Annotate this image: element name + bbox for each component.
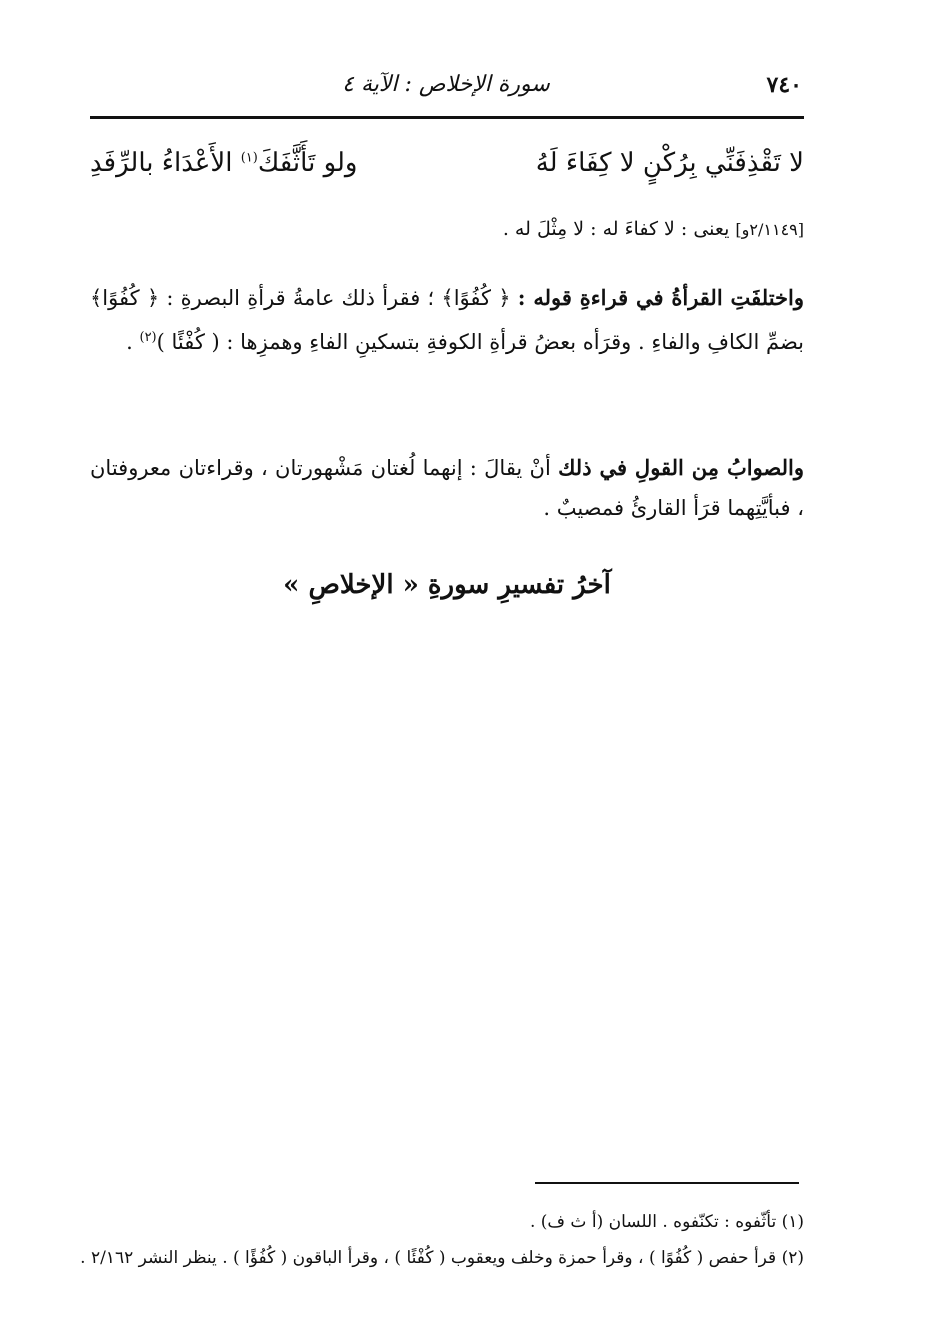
verse-second-hemistich-end: الأَعْدَاءُ بالرِّفَدِ bbox=[90, 148, 233, 178]
paragraph-readings bbox=[90, 278, 804, 362]
paragraph-conclusion bbox=[90, 448, 804, 528]
verse-second-hemistich-start: ولو تَأَثَّفَكَ bbox=[257, 148, 358, 178]
header-rule bbox=[90, 116, 804, 119]
page-number: ٧٤٠ bbox=[766, 72, 802, 98]
running-title: سورة الإخلاص : الآية ٤ bbox=[342, 72, 550, 97]
paragraph-lead: واختلفَتِ القرأةُ في قراءةِ قوله : bbox=[517, 285, 804, 310]
footnote-2: (٢) قرأ حفص ( كُفُوًا ) ، وقرأ حمزة وخلف ويعقوب ( كُفْئًا ) ، وقرأ الباقون ( كُفُؤًا ) . ينظر النشر ٢/١٦٢ . bbox=[80, 1248, 804, 1268]
manuscript-reference: [٢/١١٤٩و] bbox=[735, 220, 804, 239]
footnote-1: (١) تأثّفوه : تكنّفوه . اللسان (أ ث ف) . bbox=[529, 1212, 804, 1232]
footnote-marker-2: (٢) bbox=[139, 330, 157, 345]
closing-title: آخرُ تفسيرِ سورةِ « الإخلاصِ » bbox=[283, 570, 611, 600]
verse-second-hemistich bbox=[90, 148, 357, 178]
footnote-rule bbox=[535, 1182, 799, 1184]
footnote-marker-1: (١) bbox=[240, 150, 258, 166]
poetry-verse bbox=[90, 148, 804, 198]
paragraph-end: . bbox=[126, 330, 133, 354]
gloss-text: يعنى : لا كفاءَ له : لا مِثْلَ له . bbox=[502, 218, 730, 240]
paragraph-text: أنْ يقالَ : إنهما لُغتان مَشْهورتان ، وقراءتان معروفتان ، فبأيَّتِهما قرَأ القارئُ فمصيبٌ . bbox=[90, 456, 804, 520]
paragraph-lead: والصوابُ مِن القولِ في ذلك bbox=[558, 455, 804, 480]
paragraph-text: ﴿ كُفُوًا﴾ ؛ فقرأ ذلك عامةُ قرأةِ البصرةِ : ﴿ كُفُوًا﴾ بضمِّ الكافِ والفاءِ . وقرَأه بعضُ قرأةِ الكوفةِ بتسكينِ الفاءِ وهمزِها : ( كُفْئًا ) bbox=[90, 286, 804, 354]
verse-gloss bbox=[90, 218, 804, 240]
page-header bbox=[90, 70, 802, 110]
verse-first-hemistich: لا تَقْذِفَنِّي بِرُكْنٍ لا كِفَاءَ لَهُ bbox=[535, 148, 804, 178]
